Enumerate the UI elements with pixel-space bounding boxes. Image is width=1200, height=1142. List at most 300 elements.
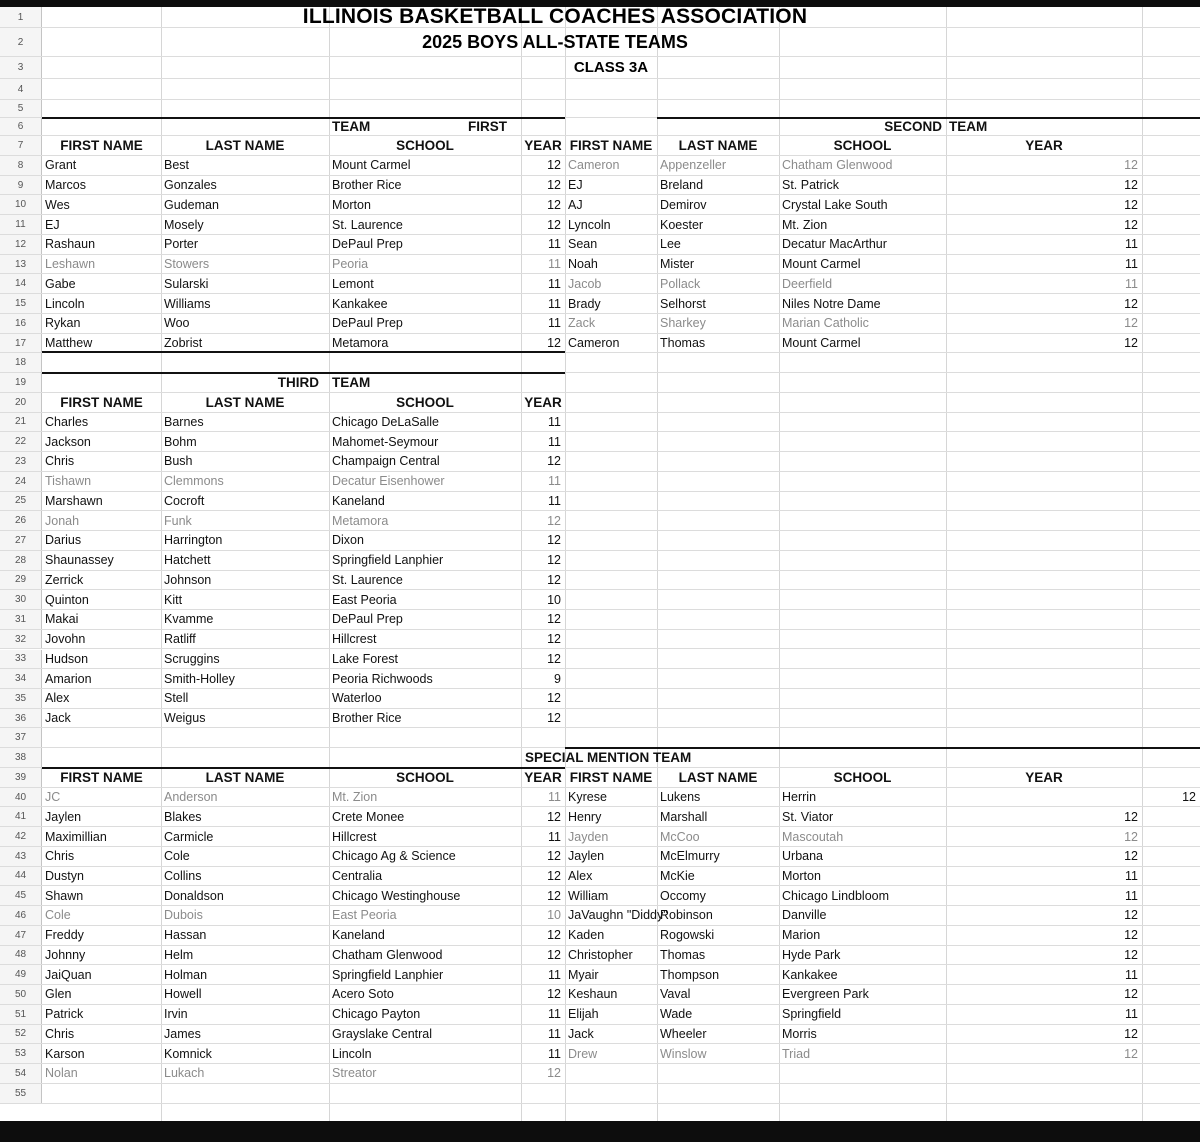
row-number[interactable]: 12 <box>0 235 42 254</box>
first-name-cell[interactable]: Makai <box>45 612 79 627</box>
row-number[interactable]: 41 <box>0 807 42 826</box>
year-cell[interactable]: 11 <box>548 790 561 805</box>
header-year[interactable]: YEAR <box>1025 138 1063 153</box>
first-name-cell[interactable]: Karson <box>45 1046 85 1061</box>
first-name-cell[interactable]: Chris <box>45 454 75 469</box>
last-name-cell[interactable]: Pollack <box>660 276 701 291</box>
school-cell[interactable]: Decatur MacArthur <box>782 237 887 252</box>
last-name-cell[interactable]: Collins <box>164 868 202 883</box>
row-number[interactable]: 19 <box>0 373 42 392</box>
year-cell[interactable]: 12 <box>1124 316 1138 331</box>
row-number[interactable]: 32 <box>0 630 42 649</box>
school-cell[interactable]: Champaign Central <box>332 454 440 469</box>
school-cell[interactable]: Mount Carmel <box>782 257 861 272</box>
first-name-cell[interactable]: Jaylen <box>45 809 82 824</box>
first-name-cell[interactable]: Shawn <box>45 888 84 903</box>
year-cell[interactable]: 11 <box>1125 868 1138 883</box>
row-number[interactable]: 42 <box>0 827 42 846</box>
row-number[interactable]: 18 <box>0 353 42 372</box>
school-cell[interactable]: DePaul Prep <box>332 612 403 627</box>
school-cell[interactable]: Acero Soto <box>332 987 394 1002</box>
school-cell[interactable]: Crystal Lake South <box>782 197 888 212</box>
school-cell[interactable]: DePaul Prep <box>332 316 403 331</box>
year-cell[interactable]: 12 <box>547 888 561 903</box>
row-number[interactable]: 14 <box>0 274 42 293</box>
first-name-cell[interactable]: Alex <box>568 868 593 883</box>
row-number[interactable]: 36 <box>0 709 42 728</box>
school-cell[interactable]: Crete Monee <box>332 809 405 824</box>
year-cell[interactable]: 11 <box>1125 888 1138 903</box>
first-name-cell[interactable]: Myair <box>568 967 599 982</box>
year-cell[interactable]: 12 <box>547 454 561 469</box>
last-name-cell[interactable]: Marshall <box>660 809 708 824</box>
school-cell[interactable]: Morton <box>332 197 371 212</box>
first-name-cell[interactable]: AJ <box>568 197 583 212</box>
first-name-cell[interactable]: Alex <box>45 691 70 706</box>
school-cell[interactable]: Mount Carmel <box>332 158 411 173</box>
last-name-cell[interactable]: Dubois <box>164 908 203 923</box>
year-cell[interactable]: 12 <box>547 197 561 212</box>
special-team-label[interactable]: SPECIAL MENTION TEAM <box>525 750 692 766</box>
school-cell[interactable]: Marion <box>782 928 821 943</box>
row-number[interactable]: 1 <box>0 7 42 27</box>
first-name-cell[interactable]: Jovohn <box>45 632 86 647</box>
first-name-cell[interactable]: William <box>568 888 609 903</box>
year-cell[interactable]: 12 <box>1124 928 1138 943</box>
first-name-cell[interactable]: Darius <box>45 533 82 548</box>
header-school[interactable]: SCHOOL <box>396 769 454 785</box>
year-cell[interactable]: 11 <box>1125 237 1138 252</box>
year-cell[interactable]: 12 <box>547 612 561 627</box>
first-name-cell[interactable]: Wes <box>45 197 70 212</box>
first-name-cell[interactable]: Cole <box>45 908 71 923</box>
row-number[interactable]: 13 <box>0 255 42 274</box>
last-name-cell[interactable]: Lukens <box>660 790 701 805</box>
first-team-label-2[interactable]: TEAM <box>332 119 371 134</box>
first-name-cell[interactable]: Nolan <box>45 1066 78 1081</box>
header-school[interactable]: SCHOOL <box>833 138 892 153</box>
row-number[interactable]: 43 <box>0 847 42 866</box>
last-name-cell[interactable]: McCoo <box>660 829 700 844</box>
first-name-cell[interactable]: Chris <box>45 1026 75 1041</box>
first-name-cell[interactable]: Sean <box>568 237 598 252</box>
last-name-cell[interactable]: Cocroft <box>164 493 205 508</box>
last-name-cell[interactable]: Koester <box>660 217 704 232</box>
last-name-cell[interactable]: Smith-Holley <box>164 671 235 686</box>
year-cell[interactable]: 12 <box>547 553 561 568</box>
first-name-cell[interactable]: Grant <box>45 158 77 173</box>
school-cell[interactable]: Springfield <box>782 1007 842 1022</box>
row-number[interactable]: 29 <box>0 571 42 590</box>
year-cell[interactable]: 12 <box>547 987 561 1002</box>
year-cell[interactable]: 12 <box>1124 178 1138 193</box>
row-number[interactable]: 28 <box>0 551 42 570</box>
row-number[interactable]: 16 <box>0 314 42 333</box>
row-number[interactable]: 37 <box>0 728 42 747</box>
header-year[interactable]: YEAR <box>524 769 562 785</box>
last-name-cell[interactable]: Barnes <box>164 414 204 429</box>
school-cell[interactable]: Hillcrest <box>332 632 377 647</box>
first-name-cell[interactable]: Maximillian <box>45 829 107 844</box>
last-name-cell[interactable]: Weigus <box>164 711 206 726</box>
header-first-name[interactable]: FIRST NAME <box>60 769 143 785</box>
last-name-cell[interactable]: James <box>164 1026 201 1041</box>
row-number[interactable]: 47 <box>0 926 42 945</box>
year-cell[interactable]: 12 <box>547 651 561 666</box>
year-cell[interactable]: 11 <box>1125 276 1138 291</box>
header-last-name[interactable]: LAST NAME <box>205 769 285 785</box>
first-name-cell[interactable]: Gabe <box>45 276 76 291</box>
year-cell[interactable]: 11 <box>548 493 561 508</box>
last-name-cell[interactable]: Demirov <box>660 197 707 212</box>
school-cell[interactable]: Hyde Park <box>782 947 841 962</box>
year-cell[interactable]: 12 <box>547 336 561 351</box>
year-cell[interactable]: 12 <box>1124 1026 1138 1041</box>
last-name-cell[interactable]: Blakes <box>164 809 202 824</box>
row-number[interactable]: 2 <box>0 28 42 56</box>
first-name-cell[interactable]: Leshawn <box>45 257 96 272</box>
school-cell[interactable]: Mt. Zion <box>782 217 828 232</box>
last-name-cell[interactable]: Breland <box>660 178 704 193</box>
year-cell[interactable]: 11 <box>1125 257 1138 272</box>
last-name-cell[interactable]: Vaval <box>660 987 691 1002</box>
school-cell[interactable]: St. Laurence <box>332 217 403 232</box>
first-name-cell[interactable]: Freddy <box>45 928 84 943</box>
first-name-cell[interactable]: Brady <box>568 296 601 311</box>
school-cell[interactable]: Marian Catholic <box>782 316 869 331</box>
school-cell[interactable]: Evergreen Park <box>782 987 869 1002</box>
last-name-cell[interactable]: Porter <box>164 237 199 252</box>
year-cell[interactable]: 12 <box>1124 217 1138 232</box>
school-cell[interactable]: Chatham Glenwood <box>332 947 443 962</box>
third-team-label-2[interactable]: TEAM <box>332 374 371 390</box>
school-cell[interactable]: Mahomet-Seymour <box>332 434 439 449</box>
last-name-cell[interactable]: Helm <box>164 947 194 962</box>
row-number[interactable]: 46 <box>0 906 42 925</box>
year-cell[interactable]: 12 <box>547 711 561 726</box>
first-name-cell[interactable]: Henry <box>568 809 602 824</box>
last-name-cell[interactable]: Scruggins <box>164 651 220 666</box>
first-name-cell[interactable]: Tishawn <box>45 474 92 489</box>
header-first-name[interactable]: FIRST NAME <box>569 138 653 153</box>
year-cell[interactable]: 12 <box>547 1066 561 1081</box>
school-cell[interactable]: St. Laurence <box>332 572 403 587</box>
last-name-cell[interactable]: Sularski <box>164 276 209 291</box>
first-name-cell[interactable]: Jonah <box>45 513 80 528</box>
header-last-name[interactable]: LAST NAME <box>205 138 285 153</box>
row-number[interactable]: 49 <box>0 965 42 984</box>
school-cell[interactable]: Morton <box>782 868 821 883</box>
year-cell[interactable]: 12 <box>547 632 561 647</box>
header-year[interactable]: YEAR <box>524 138 562 153</box>
first-name-cell[interactable]: Kyrese <box>568 790 607 805</box>
first-name-cell[interactable]: Zack <box>568 316 596 331</box>
school-cell[interactable]: Kankakee <box>332 296 388 311</box>
year-cell[interactable]: 12 <box>547 158 561 173</box>
year-cell[interactable]: 11 <box>548 414 561 429</box>
last-name-cell[interactable]: Zobrist <box>164 336 203 351</box>
last-name-cell[interactable]: Funk <box>164 513 192 528</box>
year-cell[interactable]: 11 <box>548 257 561 272</box>
last-name-cell[interactable]: Appenzeller <box>660 158 727 173</box>
last-name-cell[interactable]: Kvamme <box>164 612 214 627</box>
row-number[interactable]: 23 <box>0 452 42 471</box>
year-cell[interactable]: 12 <box>547 513 561 528</box>
header-first-name[interactable]: FIRST NAME <box>60 138 143 153</box>
school-cell[interactable]: Metamora <box>332 513 389 528</box>
year-cell[interactable]: 12 <box>547 947 561 962</box>
last-name-cell[interactable]: Ratliff <box>164 632 196 647</box>
first-name-cell[interactable]: Rykan <box>45 316 81 331</box>
year-cell[interactable]: 12 <box>1124 908 1138 923</box>
last-name-cell[interactable]: Donaldson <box>164 888 224 903</box>
year-cell[interactable]: 12 <box>1124 849 1138 864</box>
first-name-cell[interactable]: Drew <box>568 1046 598 1061</box>
first-name-cell[interactable]: Shaunassey <box>45 553 114 568</box>
row-number[interactable]: 27 <box>0 531 42 550</box>
header-school[interactable]: SCHOOL <box>833 769 892 785</box>
last-name-cell[interactable]: Holman <box>164 967 208 982</box>
year-cell[interactable]: 11 <box>548 1007 561 1022</box>
header-first-name[interactable]: FIRST NAME <box>60 394 143 410</box>
school-cell[interactable]: Chicago Lindbloom <box>782 888 890 903</box>
row-number[interactable]: 6 <box>0 118 42 135</box>
school-cell[interactable]: Decatur Eisenhower <box>332 474 445 489</box>
year-cell[interactable]: 12 <box>1124 809 1138 824</box>
last-name-cell[interactable]: McElmurry <box>660 849 720 864</box>
first-name-cell[interactable]: JaVaughn "Diddy" <box>568 908 668 923</box>
school-cell[interactable]: Triad <box>782 1046 811 1061</box>
school-cell[interactable]: St. Viator <box>782 809 834 824</box>
last-name-cell[interactable]: Gudeman <box>164 197 219 212</box>
year-cell[interactable]: 11 <box>548 434 561 449</box>
year-cell[interactable]: 11 <box>548 237 561 252</box>
row-number[interactable]: 34 <box>0 669 42 688</box>
year-cell[interactable]: 12 <box>1124 158 1138 173</box>
first-name-cell[interactable]: Charles <box>45 414 89 429</box>
school-cell[interactable]: Streator <box>332 1066 377 1081</box>
year-cell[interactable]: 12 <box>1124 336 1138 351</box>
year-cell[interactable]: 12 <box>547 809 561 824</box>
year-cell[interactable]: 12 <box>547 928 561 943</box>
last-name-cell[interactable]: Gonzales <box>164 178 217 193</box>
year-cell[interactable]: 12 <box>547 691 561 706</box>
year-cell[interactable]: 12 <box>1124 987 1138 1002</box>
row-number[interactable]: 45 <box>0 886 42 905</box>
school-cell[interactable]: Kaneland <box>332 493 385 508</box>
row-number[interactable]: 53 <box>0 1044 42 1063</box>
row-number[interactable]: 5 <box>0 100 42 117</box>
year-cell[interactable]: 11 <box>548 316 561 331</box>
last-name-cell[interactable]: Rogowski <box>660 928 715 943</box>
first-name-cell[interactable]: Matthew <box>45 336 93 351</box>
school-cell[interactable]: Peoria <box>332 257 369 272</box>
first-name-cell[interactable]: Jack <box>45 711 71 726</box>
first-name-cell[interactable]: Quinton <box>45 592 89 607</box>
row-number[interactable]: 51 <box>0 1005 42 1024</box>
row-number[interactable]: 4 <box>0 79 42 99</box>
year-cell[interactable]: 12 <box>547 849 561 864</box>
year-cell[interactable]: 12 <box>1124 1046 1138 1061</box>
row-number[interactable]: 39 <box>0 768 42 787</box>
last-name-cell[interactable]: Carmicle <box>164 829 214 844</box>
row-number[interactable]: 26 <box>0 511 42 530</box>
year-cell[interactable]: 11 <box>548 1046 561 1061</box>
last-name-cell[interactable]: Bohm <box>164 434 197 449</box>
first-name-cell[interactable]: EJ <box>45 217 60 232</box>
year-cell[interactable]: 10 <box>547 592 561 607</box>
year-cell[interactable]: 12 <box>547 868 561 883</box>
last-name-cell[interactable]: Williams <box>164 296 211 311</box>
school-cell[interactable]: Mount Carmel <box>782 336 861 351</box>
school-cell[interactable]: Lake Forest <box>332 651 399 666</box>
school-cell[interactable]: Danville <box>782 908 827 923</box>
first-name-cell[interactable]: Noah <box>568 257 598 272</box>
first-name-cell[interactable]: Lyncoln <box>568 217 611 232</box>
first-name-cell[interactable]: Chris <box>45 849 75 864</box>
year-cell[interactable]: 11 <box>548 276 561 291</box>
school-cell[interactable]: Chicago Westinghouse <box>332 888 461 903</box>
school-cell[interactable]: St. Patrick <box>782 178 839 193</box>
year-cell[interactable]: 12 <box>1182 790 1196 805</box>
last-name-cell[interactable]: Hatchett <box>164 553 211 568</box>
year-cell[interactable]: 12 <box>547 217 561 232</box>
school-cell[interactable]: East Peoria <box>332 592 397 607</box>
last-name-cell[interactable]: Wheeler <box>660 1026 707 1041</box>
third-team-label[interactable]: THIRD <box>277 374 319 390</box>
first-name-cell[interactable]: Lincoln <box>45 296 85 311</box>
first-name-cell[interactable]: Jaylen <box>568 849 605 864</box>
school-cell[interactable]: Mt. Zion <box>332 790 378 805</box>
first-name-cell[interactable]: Keshaun <box>568 987 618 1002</box>
school-cell[interactable]: Metamora <box>332 336 389 351</box>
last-name-cell[interactable]: Lee <box>660 237 681 252</box>
row-number[interactable]: 25 <box>0 492 42 511</box>
first-name-cell[interactable]: Cameron <box>568 158 620 173</box>
row-number[interactable]: 9 <box>0 176 42 195</box>
second-team-label-2[interactable]: TEAM <box>949 119 988 134</box>
row-number[interactable]: 54 <box>0 1064 42 1083</box>
year-cell[interactable]: 12 <box>547 572 561 587</box>
school-cell[interactable]: Deerfield <box>782 276 833 291</box>
year-cell[interactable]: 12 <box>547 533 561 548</box>
header-year[interactable]: YEAR <box>524 394 562 410</box>
first-name-cell[interactable]: Rashaun <box>45 237 96 252</box>
year-cell[interactable]: 12 <box>1124 296 1138 311</box>
row-number[interactable]: 22 <box>0 432 42 451</box>
school-cell[interactable]: Chatham Glenwood <box>782 158 893 173</box>
row-number[interactable]: 33 <box>0 650 42 669</box>
header-last-name[interactable]: LAST NAME <box>678 769 758 785</box>
row-number[interactable]: 20 <box>0 393 42 412</box>
first-name-cell[interactable]: Kaden <box>568 928 605 943</box>
first-name-cell[interactable]: JC <box>45 790 61 805</box>
year-cell[interactable]: 11 <box>548 1026 561 1041</box>
first-name-cell[interactable]: Elijah <box>568 1007 599 1022</box>
last-name-cell[interactable]: Best <box>164 158 190 173</box>
year-cell[interactable]: 12 <box>547 178 561 193</box>
year-cell[interactable]: 11 <box>548 967 561 982</box>
school-cell[interactable]: Peoria Richwoods <box>332 671 433 686</box>
row-number[interactable]: 35 <box>0 689 42 708</box>
year-cell[interactable]: 11 <box>1125 967 1138 982</box>
last-name-cell[interactable]: Mosely <box>164 217 204 232</box>
school-cell[interactable]: Lincoln <box>332 1046 372 1061</box>
school-cell[interactable]: Waterloo <box>332 691 382 706</box>
school-cell[interactable]: Chicago DeLaSalle <box>332 414 440 429</box>
row-number[interactable]: 44 <box>0 867 42 886</box>
school-cell[interactable]: Kankakee <box>782 967 838 982</box>
row-number[interactable]: 38 <box>0 748 42 767</box>
last-name-cell[interactable]: Stowers <box>164 257 210 272</box>
last-name-cell[interactable]: Selhorst <box>660 296 706 311</box>
year-cell[interactable]: 12 <box>1124 197 1138 212</box>
school-cell[interactable]: Centralia <box>332 868 383 883</box>
last-name-cell[interactable]: Kitt <box>164 592 183 607</box>
row-number[interactable]: 15 <box>0 294 42 313</box>
school-cell[interactable]: Urbana <box>782 849 823 864</box>
school-cell[interactable]: Lemont <box>332 276 374 291</box>
header-school[interactable]: SCHOOL <box>396 394 454 410</box>
school-cell[interactable]: Brother Rice <box>332 711 402 726</box>
first-name-cell[interactable]: Hudson <box>45 651 89 666</box>
first-name-cell[interactable]: Jacob <box>568 276 602 291</box>
last-name-cell[interactable]: Anderson <box>164 790 218 805</box>
school-cell[interactable]: Hillcrest <box>332 829 377 844</box>
last-name-cell[interactable]: Wade <box>660 1007 693 1022</box>
first-name-cell[interactable]: Jack <box>568 1026 594 1041</box>
school-cell[interactable]: Dixon <box>332 533 364 548</box>
school-cell[interactable]: DePaul Prep <box>332 237 403 252</box>
last-name-cell[interactable]: Sharkey <box>660 316 706 331</box>
year-cell[interactable]: 11 <box>1125 1007 1138 1022</box>
year-cell[interactable]: 12 <box>1124 947 1138 962</box>
last-name-cell[interactable]: Howell <box>164 987 202 1002</box>
school-cell[interactable]: Grayslake Central <box>332 1026 433 1041</box>
row-number[interactable]: 52 <box>0 1025 42 1044</box>
row-number[interactable]: 17 <box>0 334 42 353</box>
year-cell[interactable]: 11 <box>548 829 561 844</box>
first-name-cell[interactable]: Jackson <box>45 434 91 449</box>
school-cell[interactable]: Kaneland <box>332 928 385 943</box>
first-name-cell[interactable]: Glen <box>45 987 72 1002</box>
last-name-cell[interactable]: Clemmons <box>164 474 224 489</box>
row-number[interactable]: 40 <box>0 788 42 807</box>
row-number[interactable]: 48 <box>0 946 42 965</box>
header-first-name[interactable]: FIRST NAME <box>569 769 653 785</box>
first-name-cell[interactable]: Christopher <box>568 947 633 962</box>
last-name-cell[interactable]: Irvin <box>164 1007 188 1022</box>
first-name-cell[interactable]: Dustyn <box>45 868 84 883</box>
row-number[interactable]: 8 <box>0 156 42 175</box>
last-name-cell[interactable]: McKie <box>660 868 695 883</box>
first-name-cell[interactable]: Cameron <box>568 336 620 351</box>
row-number[interactable]: 10 <box>0 195 42 214</box>
first-name-cell[interactable]: Johnny <box>45 947 86 962</box>
header-school[interactable]: SCHOOL <box>396 138 454 153</box>
header-year[interactable]: YEAR <box>1025 769 1063 785</box>
row-number[interactable]: 24 <box>0 472 42 491</box>
row-number[interactable]: 11 <box>0 215 42 234</box>
row-number[interactable]: 55 <box>0 1084 42 1103</box>
year-cell[interactable]: 11 <box>548 296 561 311</box>
last-name-cell[interactable]: Robinson <box>660 908 713 923</box>
last-name-cell[interactable]: Lukach <box>164 1066 205 1081</box>
year-cell[interactable]: 11 <box>548 474 561 489</box>
last-name-cell[interactable]: Bush <box>164 454 193 469</box>
last-name-cell[interactable]: Occomy <box>660 888 706 903</box>
row-number[interactable]: 50 <box>0 985 42 1004</box>
